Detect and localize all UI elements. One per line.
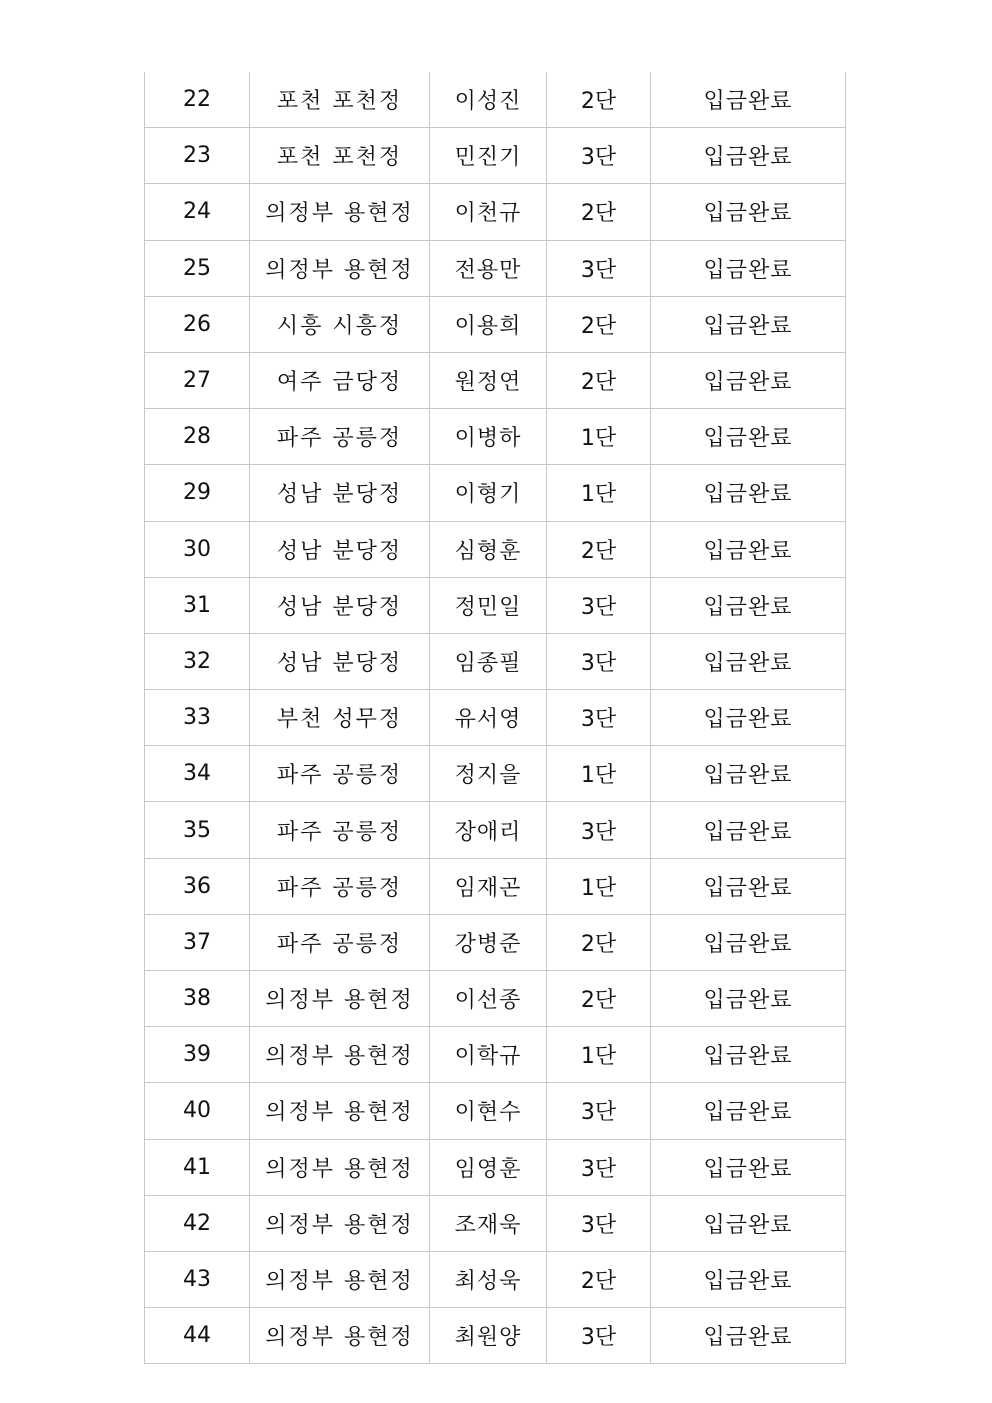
row-number: 44: [145, 1308, 250, 1364]
participant-name: 이병하: [430, 409, 547, 465]
payment-status: 입금완료: [651, 465, 846, 521]
club-name: 성남 분당정: [250, 521, 430, 577]
payment-status: 입금완료: [651, 690, 846, 746]
payment-status: 입금완료: [651, 1139, 846, 1195]
participant-name: 이학규: [430, 1027, 547, 1083]
row-number: 38: [145, 971, 250, 1027]
row-number: 22: [145, 72, 250, 128]
participant-name: 정지을: [430, 746, 547, 802]
row-number: 42: [145, 1195, 250, 1251]
rank-level: 3단: [547, 128, 651, 184]
club-name: 파주 공릉정: [250, 858, 430, 914]
rank-level: 2단: [547, 184, 651, 240]
participant-name: 강병준: [430, 914, 547, 970]
table-row: [145, 971, 846, 1027]
participant-name: 민진기: [430, 128, 547, 184]
participant-table-body: [145, 72, 846, 1364]
row-number: 29: [145, 465, 250, 521]
rank-level: 2단: [547, 352, 651, 408]
club-name: 시흥 시흥정: [250, 296, 430, 352]
row-number: 35: [145, 802, 250, 858]
club-name: 의정부 용현정: [250, 240, 430, 296]
table-row: [145, 858, 846, 914]
rank-level: 1단: [547, 409, 651, 465]
row-number: 25: [145, 240, 250, 296]
row-number: 39: [145, 1027, 250, 1083]
table-row: [145, 352, 846, 408]
payment-status: 입금완료: [651, 1027, 846, 1083]
row-number: 36: [145, 858, 250, 914]
row-number: 30: [145, 521, 250, 577]
table-row: [145, 240, 846, 296]
rank-level: 2단: [547, 971, 651, 1027]
participant-name: 조재욱: [430, 1195, 547, 1251]
row-number: 26: [145, 296, 250, 352]
club-name: 성남 분당정: [250, 577, 430, 633]
table-row: [145, 72, 846, 128]
club-name: 의정부 용현정: [250, 971, 430, 1027]
payment-status: 입금완료: [651, 577, 846, 633]
payment-status: 입금완료: [651, 72, 846, 128]
table-row: [145, 128, 846, 184]
participant-name: 이현수: [430, 1083, 547, 1139]
club-name: 성남 분당정: [250, 633, 430, 689]
club-name: 성남 분당정: [250, 465, 430, 521]
participant-name: 임영훈: [430, 1139, 547, 1195]
rank-level: 1단: [547, 1027, 651, 1083]
club-name: 의정부 용현정: [250, 1027, 430, 1083]
table-row: [145, 914, 846, 970]
payment-status: 입금완료: [651, 1083, 846, 1139]
table-row: [145, 746, 846, 802]
participant-name: 장애리: [430, 802, 547, 858]
participant-name: 최성욱: [430, 1251, 547, 1307]
row-number: 27: [145, 352, 250, 408]
rank-level: 3단: [547, 1308, 651, 1364]
club-name: 의정부 용현정: [250, 1139, 430, 1195]
rank-level: 2단: [547, 296, 651, 352]
row-number: 23: [145, 128, 250, 184]
rank-level: 1단: [547, 465, 651, 521]
payment-status: 입금완료: [651, 521, 846, 577]
table-row: [145, 577, 846, 633]
payment-status: 입금완료: [651, 128, 846, 184]
table-row: [145, 296, 846, 352]
participant-name: 임종필: [430, 633, 547, 689]
rank-level: 1단: [547, 858, 651, 914]
club-name: 파주 공릉정: [250, 802, 430, 858]
row-number: 43: [145, 1251, 250, 1307]
table-row: [145, 409, 846, 465]
table-row: [145, 184, 846, 240]
payment-status: 입금완료: [651, 971, 846, 1027]
club-name: 부천 성무정: [250, 690, 430, 746]
table-row: [145, 1027, 846, 1083]
row-number: 33: [145, 690, 250, 746]
table-row: [145, 802, 846, 858]
row-number: 41: [145, 1139, 250, 1195]
participant-name: 전용만: [430, 240, 547, 296]
club-name: 여주 금당정: [250, 352, 430, 408]
participant-name: 원정연: [430, 352, 547, 408]
payment-status: 입금완료: [651, 1195, 846, 1251]
payment-status: 입금완료: [651, 633, 846, 689]
rank-level: 2단: [547, 1251, 651, 1307]
table-row: [145, 465, 846, 521]
rank-level: 2단: [547, 521, 651, 577]
participant-table: [144, 72, 846, 1364]
table-row: [145, 633, 846, 689]
row-number: 31: [145, 577, 250, 633]
club-name: 의정부 용현정: [250, 184, 430, 240]
payment-status: 입금완료: [651, 914, 846, 970]
table-row: [145, 1251, 846, 1307]
table-row: [145, 521, 846, 577]
club-name: 파주 공릉정: [250, 914, 430, 970]
rank-level: 3단: [547, 240, 651, 296]
row-number: 40: [145, 1083, 250, 1139]
participant-name: 이천규: [430, 184, 547, 240]
participant-name: 유서영: [430, 690, 547, 746]
payment-status: 입금완료: [651, 1251, 846, 1307]
table-row: [145, 690, 846, 746]
participant-name: 이성진: [430, 72, 547, 128]
payment-status: 입금완료: [651, 409, 846, 465]
rank-level: 3단: [547, 690, 651, 746]
club-name: 의정부 용현정: [250, 1251, 430, 1307]
payment-status: 입금완료: [651, 858, 846, 914]
club-name: 의정부 용현정: [250, 1308, 430, 1364]
payment-status: 입금완료: [651, 184, 846, 240]
row-number: 37: [145, 914, 250, 970]
club-name: 포천 포천정: [250, 72, 430, 128]
participant-name: 이선종: [430, 971, 547, 1027]
table-row: [145, 1308, 846, 1364]
table-row: [145, 1083, 846, 1139]
rank-level: 2단: [547, 914, 651, 970]
rank-level: 3단: [547, 802, 651, 858]
participant-name: 임재곤: [430, 858, 547, 914]
rank-level: 1단: [547, 746, 651, 802]
payment-status: 입금완료: [651, 1308, 846, 1364]
participant-name: 이형기: [430, 465, 547, 521]
participant-name: 정민일: [430, 577, 547, 633]
rank-level: 3단: [547, 633, 651, 689]
table-row: [145, 1195, 846, 1251]
club-name: 파주 공릉정: [250, 746, 430, 802]
participant-name: 이용희: [430, 296, 547, 352]
club-name: 의정부 용현정: [250, 1083, 430, 1139]
participant-name: 심형훈: [430, 521, 547, 577]
table-row: [145, 1139, 846, 1195]
row-number: 34: [145, 746, 250, 802]
rank-level: 3단: [547, 1195, 651, 1251]
participant-name: 최원양: [430, 1308, 547, 1364]
rank-level: 3단: [547, 1083, 651, 1139]
payment-status: 입금완료: [651, 802, 846, 858]
club-name: 의정부 용현정: [250, 1195, 430, 1251]
rank-level: 3단: [547, 1139, 651, 1195]
rank-level: 3단: [547, 577, 651, 633]
payment-status: 입금완료: [651, 746, 846, 802]
payment-status: 입금완료: [651, 352, 846, 408]
payment-status: 입금완료: [651, 296, 846, 352]
rank-level: 2단: [547, 72, 651, 128]
club-name: 파주 공릉정: [250, 409, 430, 465]
row-number: 24: [145, 184, 250, 240]
payment-status: 입금완료: [651, 240, 846, 296]
row-number: 28: [145, 409, 250, 465]
row-number: 32: [145, 633, 250, 689]
club-name: 포천 포천정: [250, 128, 430, 184]
